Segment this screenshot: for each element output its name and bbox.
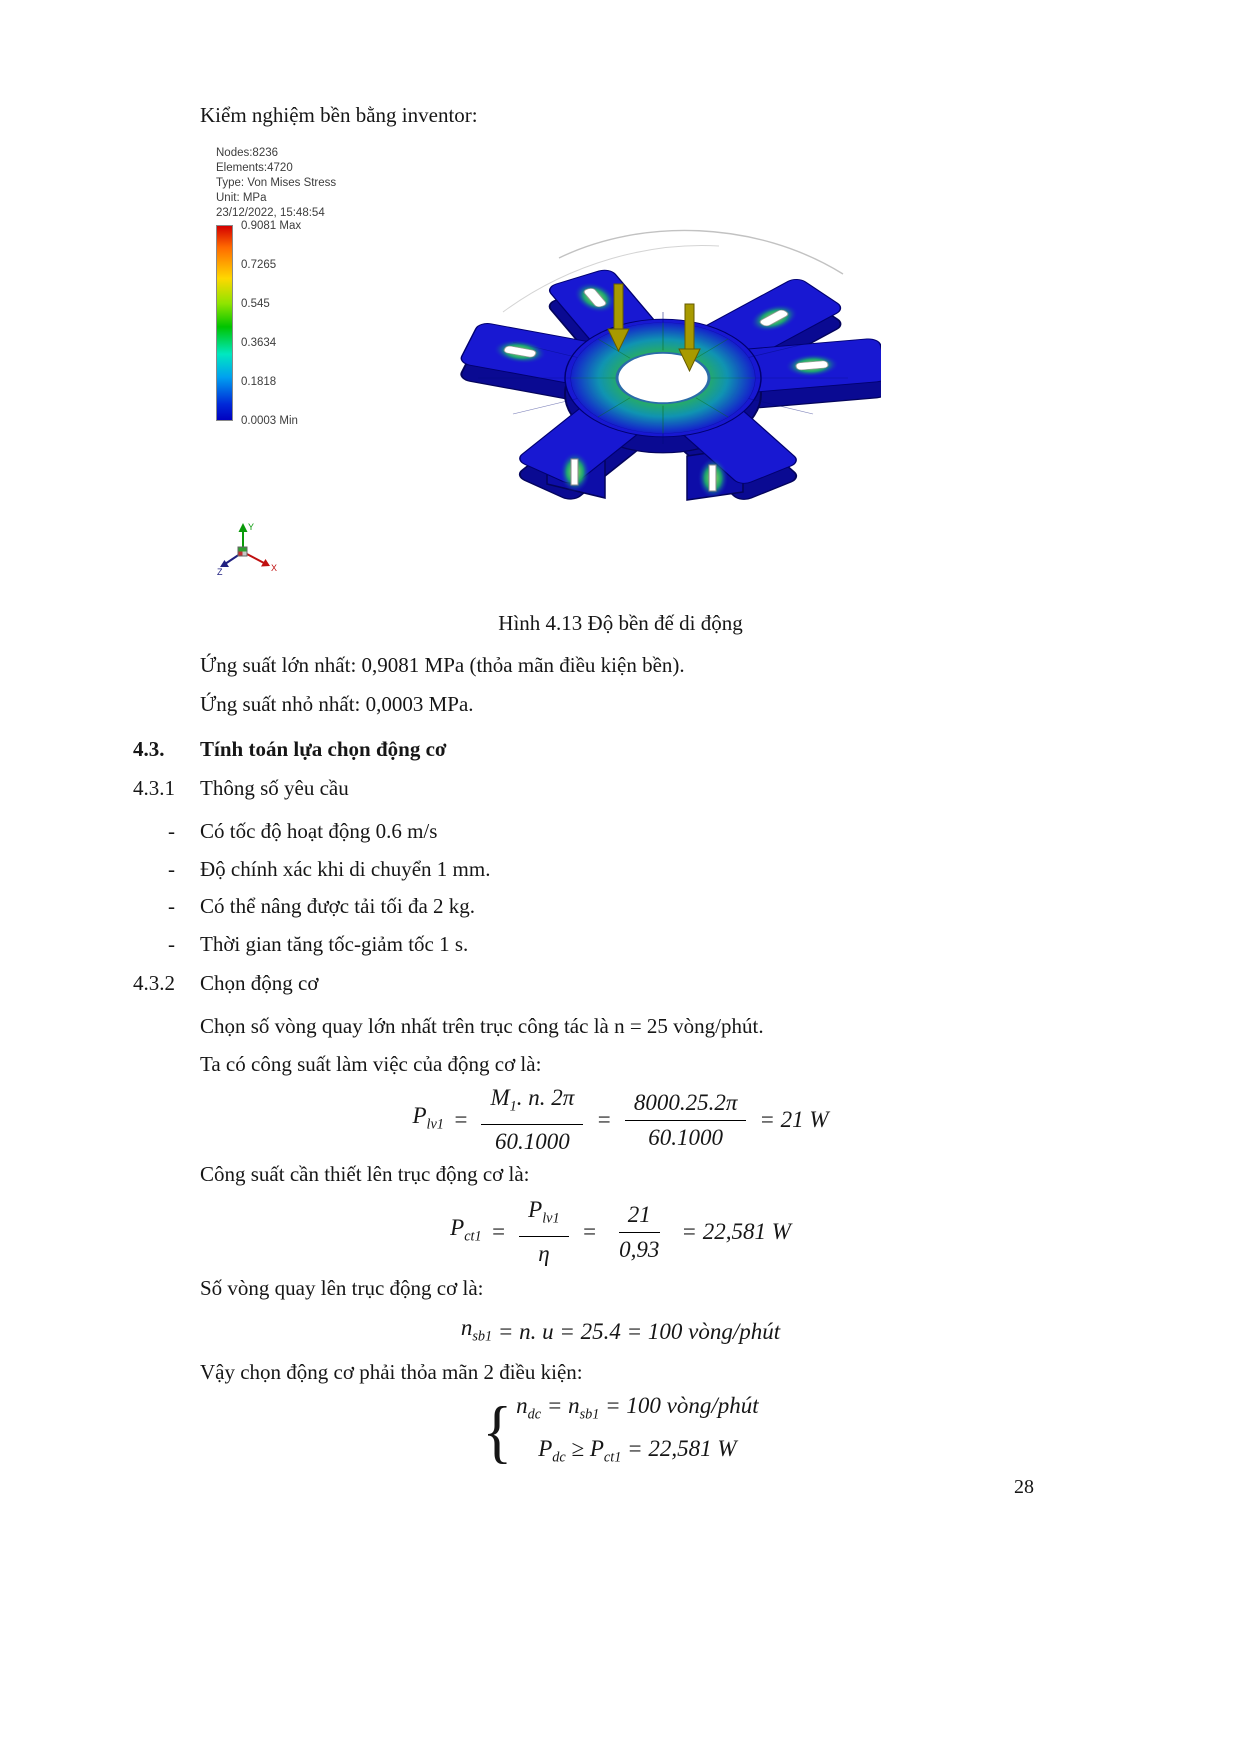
section-4-3-heading	[133, 734, 1108, 764]
power-intro-text: Ta có công suất làm việc của động cơ là:	[200, 1052, 542, 1076]
legend-label-min: 0.0003 Min	[241, 415, 298, 427]
math-token: 60.1000	[495, 1128, 570, 1154]
section-4-3-2-heading	[133, 968, 1108, 998]
section-number: 4.3.	[133, 737, 165, 761]
math-token: $M_1$. n. 2π	[481, 1083, 583, 1125]
math-token: $n_{sb1}$	[460, 1314, 493, 1345]
shaft-speed-text: Số vòng quay lên trục động cơ là:	[200, 1276, 484, 1300]
fea-meta-timestamp: 23/12/2022, 15:48:54	[216, 207, 325, 219]
math-token: $P_{ct1}$	[450, 1214, 482, 1245]
bullet-marker: -	[168, 819, 175, 843]
formula-required-power	[133, 1199, 1108, 1265]
fea-meta-nodes: Nodes:8236	[216, 147, 279, 159]
max-stress-text: Ứng suất lớn nhất: 0,9081 MPa (thỏa mãn điều kiện bền).	[200, 653, 685, 677]
bullet-text: Có tốc độ hoạt động 0.6 m/s	[200, 819, 438, 843]
bullet-text: Độ chính xác khi di chuyển 1 mm.	[200, 856, 491, 881]
section-4-3-1-heading	[133, 773, 1108, 803]
bullet-marker: -	[168, 856, 175, 881]
bullet-item	[133, 851, 1108, 889]
math-token: $P_{dc} \ge P_{ct1} = 22,581$ W	[538, 1436, 737, 1466]
min-stress-text: Ứng suất nhỏ nhất: 0,0003 MPa.	[200, 692, 474, 716]
math-token: = 21 W	[759, 1107, 829, 1132]
speed-note-text: Chọn số vòng quay lớn nhất trên trục công tác là n = 25 vòng/phút.	[200, 1014, 764, 1038]
section-title: Thông số yêu cầu	[200, 776, 349, 800]
stress-colorbar	[216, 225, 233, 421]
axis-label-x: X	[271, 563, 278, 573]
math-token: =	[596, 1107, 612, 1132]
bullet-item	[133, 888, 1108, 926]
bullet-marker: -	[168, 931, 175, 956]
fraction	[610, 1200, 668, 1265]
math-token: 60.1000	[648, 1124, 723, 1150]
math-token: =	[490, 1219, 507, 1244]
legend-label: 0.3634	[241, 337, 277, 349]
page-number: 28	[1014, 1476, 1034, 1498]
stress-color-legend	[216, 220, 356, 427]
fea-figure	[133, 130, 1108, 602]
legend-label: 0.545	[241, 298, 270, 310]
fea-model-image	[451, 228, 881, 518]
section-title: Tính toán lựa chọn động cơ	[200, 737, 447, 761]
math-token: 0,93	[619, 1236, 660, 1262]
brace-symbol: {	[482, 1393, 513, 1471]
formula-motor-conditions	[133, 1395, 1108, 1469]
formula-shaft-speed	[133, 1315, 1108, 1349]
fea-meta-block	[216, 146, 336, 221]
center-hole	[617, 353, 709, 403]
section-number: 4.3.2	[133, 971, 175, 995]
bullet-marker: -	[168, 894, 175, 918]
equation-system	[516, 1391, 759, 1472]
fea-meta-type: Type: Von Mises Stress	[216, 177, 337, 189]
bullet-text: Có thể nâng được tải tối đa 2 kg.	[200, 894, 476, 918]
requirements-list	[133, 813, 1108, 963]
figure-caption: Hình 4.13 Độ bền đế di động	[498, 611, 743, 635]
conditions-text: Vậy chọn động cơ phải thỏa mãn 2 điều kiện:	[200, 1360, 583, 1384]
fraction	[481, 1083, 583, 1157]
math-token: η	[538, 1240, 550, 1266]
intro-text: Kiểm nghiệm bền bằng inventor:	[200, 103, 478, 127]
math-token: = n. u = 25.4 = 100 vòng/phút	[492, 1319, 781, 1344]
required-power-text: Công suất cần thiết lên trục động cơ là:	[200, 1162, 530, 1186]
fea-meta-unit: Unit: MPa	[216, 192, 267, 204]
bullet-item	[133, 813, 1108, 851]
math-token: 21	[619, 1200, 660, 1233]
math-token: $n_{dc} = n_{sb1} = 100$ vòng/phút	[516, 1393, 759, 1423]
section-title: Chọn động cơ	[200, 971, 319, 995]
axis-triad	[217, 518, 281, 576]
bullet-item	[133, 926, 1108, 964]
axis-label-z: Z	[217, 567, 223, 576]
math-token: 8000.25.2π	[625, 1088, 747, 1121]
legend-label-max: 0.9081 Max	[241, 220, 302, 232]
fraction	[625, 1088, 747, 1153]
fraction	[519, 1195, 568, 1269]
math-token: = 22,581 W	[681, 1219, 791, 1244]
formula-working-power	[133, 1085, 1108, 1154]
legend-label: 0.1818	[241, 376, 277, 388]
math-token: $P_{lv1}$	[519, 1195, 568, 1237]
axis-label-y: Y	[248, 522, 255, 532]
math-token: =	[452, 1107, 469, 1132]
math-token: $P_{lv1}$	[412, 1102, 444, 1133]
math-token: =	[581, 1219, 598, 1244]
section-number: 4.3.1	[133, 776, 175, 800]
legend-label: 0.7265	[241, 259, 277, 271]
bullet-text: Thời gian tăng tốc-giảm tốc 1 s.	[200, 931, 469, 956]
page-content	[133, 100, 1108, 1469]
fea-meta-elements: Elements:4720	[216, 162, 293, 174]
